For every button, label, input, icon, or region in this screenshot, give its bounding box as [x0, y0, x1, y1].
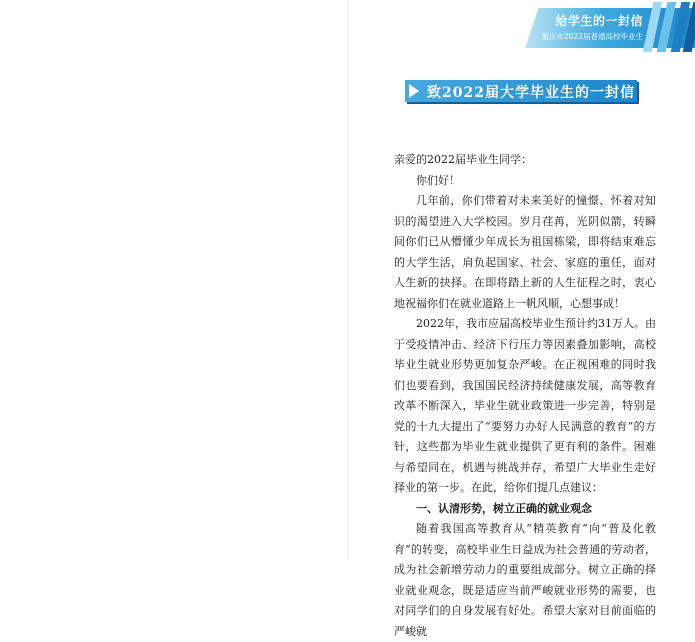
letter-body: [394, 150, 656, 642]
header-subtitle: 重庆市2022届普通高校毕业生: [541, 32, 643, 41]
header-title: 给学生的一封信: [555, 14, 643, 28]
header-banner: [517, 0, 695, 52]
paragraph: 随着我国高等教育从“精英教育”向“普及化教育”的转变，高校毕业生日益成为社会普通的劳动者，成为社会新增劳动力的重要组成部分。树立正确的择业就业观念，既是适应当前严峻就业形势的需要，也对同学们的自身发展有好处。希望大家对目前面临的严峻就: [394, 522, 656, 638]
greeting: 你们好！: [416, 173, 460, 187]
page-divider: [347, 0, 348, 559]
paragraph: 2022年，我市应届高校毕业生预计约31万人。由于受疫情冲击、经济下行压力等因素叠加影响，高校毕业生就业形势更加复杂严峻。在正视困难的同时我们也要看到，我国国民经济持续健康发展，高等教育改革不断深入，毕业生就业政策进一步完善，特别是党的十九大提出了“要努力办好人民满意的教育”的方针，这些都为毕业生就业提供了更有利的条件。困难与希望同在，机遇与挑战并存，希望广大毕业生走好择业的第一步。在此，给你们提几点建议：: [394, 317, 656, 494]
paragraph: 几年前，你们带着对未来美好的憧憬、怀着对知识的渴望进入大学校园。岁月荏苒，光阴似箭，转瞬间你们已从懵懂少年成长为祖国栋梁，即将结束难忘的大学生活，肩负起国家、社会、家庭的重任，面对人生新的抉择。在即将踏上新的人生征程之时，衷心地祝福你们在就业道路上一帆风顺，心想事成！: [394, 194, 656, 310]
salutation: 亲爱的2022届毕业生同学：: [394, 153, 532, 166]
section-heading: 一、认清形势，树立正确的就业观念: [416, 501, 592, 515]
letter-title: 致2022届大学毕业生的一封信: [427, 85, 635, 101]
triangle-arrow-icon: [409, 84, 419, 98]
title-ribbon: [405, 80, 637, 102]
